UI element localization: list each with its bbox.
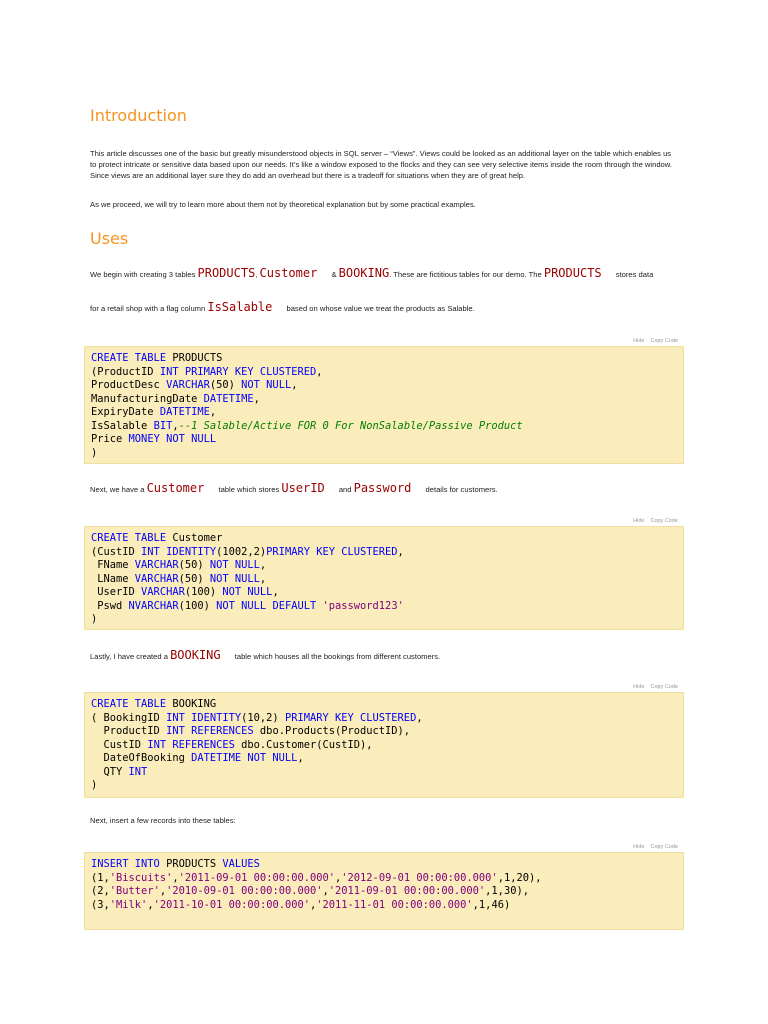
inline-code-booking: BOOKING (170, 648, 221, 662)
hide-link[interactable]: Hide (633, 518, 645, 524)
code-line (91, 546, 404, 558)
uses-heading: Uses (90, 229, 129, 248)
sql-string: 'Biscuits' (109, 871, 173, 884)
sql-text: Customer (166, 532, 223, 544)
sql-keyword: DATETIME (159, 406, 210, 418)
inline-code-booking: BOOKING (338, 266, 390, 280)
sql-text: ProductDesc (91, 379, 167, 391)
inline-code-customer: Customer (146, 481, 205, 495)
code-line (91, 573, 266, 585)
code-line (91, 752, 304, 764)
sql-text: ProductID (91, 725, 167, 737)
code-line (91, 559, 266, 571)
code-block-insert-products (84, 852, 684, 930)
copy-code-link[interactable]: Copy Code (650, 518, 678, 524)
code-line (91, 420, 523, 432)
code-line (91, 352, 222, 364)
sql-text: , (397, 545, 404, 558)
code-toolbar (627, 684, 678, 690)
code-line (91, 393, 260, 405)
inline-code-userid: UserID (281, 481, 325, 495)
sql-text: ) (91, 446, 98, 459)
sql-string: 'Butter' (109, 885, 160, 897)
inline-code-products: PRODUCTS (543, 266, 602, 280)
sql-keyword: PRIMARY KEY CLUSTERED (266, 545, 398, 558)
sql-text: , (147, 898, 154, 911)
sql-text: , (259, 559, 267, 571)
sql-text: (50) (178, 559, 210, 571)
text: stores data (613, 270, 654, 279)
sql-text: , (253, 392, 260, 405)
inline-code-customer: Customer (259, 266, 318, 280)
sql-text: (100) (178, 599, 217, 612)
sql-comment: --1 Salable/Active FOR 0 For NonSalable/Passive Product (178, 419, 523, 432)
inline-code-password: Password (353, 481, 412, 495)
sql-text: , (335, 871, 342, 884)
text: table which stores (216, 485, 282, 494)
sql-keyword: CREATE TABLE (91, 532, 167, 544)
text: based on whose value we treat the products as Salable. (284, 304, 475, 313)
customer-paragraph (90, 483, 690, 495)
sql-text: , (310, 898, 317, 911)
sql-keyword: CREATE TABLE (91, 352, 167, 364)
copy-code-link[interactable]: Copy Code (650, 684, 678, 690)
sql-text: , (416, 711, 423, 724)
sql-text: QTY (91, 765, 129, 778)
sql-keyword: INSERT INTO (91, 858, 160, 870)
sql-keyword: VALUES (222, 858, 260, 870)
sql-text: Pswd (91, 599, 129, 612)
sql-text: ,1,46) (472, 898, 511, 911)
code-line (91, 366, 323, 378)
introduction-heading: Introduction (90, 106, 187, 125)
intro-paragraph-2: As we proceed, we will try to learn more about them not by theoretical explanation but by some practical examples. (90, 200, 476, 209)
sql-text: (100) (184, 586, 223, 598)
sql-keyword: INT PRIMARY KEY CLUSTERED (159, 365, 317, 378)
sql-text: (50) (178, 572, 210, 585)
booking-paragraph (90, 650, 690, 662)
code-line (91, 858, 260, 870)
code-line (91, 532, 222, 544)
inline-code-issalable: IsSalable (207, 300, 273, 314)
code-block-create-customer (84, 526, 684, 630)
sql-text: , (322, 885, 329, 897)
text: details for customers. (423, 485, 498, 494)
text: table which houses all the bookings from different customers. (232, 652, 441, 661)
intro-paragraph: This article discusses one of the basic but greatly misunderstood objects in SQL server – “Views”. Views could be looked as an additional layer on the table which enables us to protect intricate or sensitive data based upon our needs. It’s like a window exposed to the flocks and they can see very selective items inside the room through the window. Since views are an additional layer sure they do add an overhead but there is a tradeoff for situations when they are of great help. (90, 149, 672, 180)
hide-link[interactable]: Hide (633, 844, 645, 850)
code-line (91, 779, 97, 791)
code-line (91, 872, 541, 884)
sql-text: IsSalable (91, 419, 154, 432)
sql-text: ,1,20), (497, 871, 542, 884)
text: Lastly, I have created a (90, 652, 171, 661)
sql-keyword: BIT (153, 419, 173, 432)
text: & (329, 270, 339, 279)
code-line (91, 586, 279, 598)
sql-text: DateOfBooking (91, 752, 192, 764)
code-line (91, 885, 529, 897)
code-line (91, 613, 97, 625)
sql-text: CustID (91, 738, 148, 751)
sql-keyword: NVARCHAR (128, 599, 179, 612)
sql-text: PRODUCTS (159, 858, 223, 870)
sql-keyword: VARCHAR (134, 559, 179, 571)
text: We begin with creating 3 tables (90, 270, 198, 279)
sql-text: , (297, 752, 304, 764)
sql-string: '2010-09-01 00:00:00.000' (166, 885, 323, 897)
sql-text: ) (91, 613, 98, 625)
copy-code-link[interactable]: Copy Code (650, 844, 678, 850)
sql-text: dbo.Customer(CustID), (234, 738, 373, 751)
sql-text: dbo.Products(ProductID), (253, 725, 411, 737)
sql-text: (1, (91, 871, 110, 884)
sql-string: '2011-09-01 00:00:00.000' (178, 871, 336, 884)
sql-keyword: NOT NULL (209, 559, 260, 571)
text: and (336, 485, 354, 494)
sql-text: FName (91, 559, 135, 571)
code-line (91, 725, 410, 737)
code-line (91, 600, 404, 612)
sql-keyword: VARCHAR (141, 586, 185, 598)
code-toolbar (627, 518, 678, 524)
sql-string: '2011-10-01 00:00:00.000' (153, 898, 310, 911)
sql-text: , (172, 871, 179, 884)
sql-keyword: MONEY NOT NULL (128, 433, 217, 445)
text: , (255, 270, 260, 279)
text: . These are fictitious tables for our demo. The (389, 270, 544, 279)
sql-text: ManufacturingDate (91, 392, 204, 405)
code-line (91, 379, 297, 391)
sql-text: (1002,2) (216, 545, 267, 558)
code-block-create-products (84, 346, 684, 464)
sql-keyword: INT REFERENCES (166, 725, 254, 737)
code-line (91, 698, 216, 710)
sql-text: , (159, 885, 167, 897)
sql-text: , (316, 365, 323, 378)
sql-text: (10,2) (241, 711, 285, 724)
sql-text: PRODUCTS (166, 352, 223, 364)
sql-text: (CustID (91, 545, 142, 558)
sql-keyword: PRIMARY KEY CLUSTERED (284, 711, 417, 724)
hide-link[interactable]: Hide (633, 338, 645, 344)
sql-keyword: NOT NULL (209, 572, 260, 585)
sql-keyword: NOT NULL (241, 379, 292, 391)
code-line (91, 739, 373, 751)
uses-paragraph-1 (90, 268, 690, 280)
sql-text: , (209, 406, 217, 418)
copy-code-link[interactable]: Copy Code (650, 338, 678, 344)
sql-text: , (291, 379, 298, 391)
sql-text: (50) (209, 379, 242, 391)
sql-string: '2011-09-01 00:00:00.000' (328, 885, 486, 897)
sql-text: (3, (91, 898, 110, 911)
uses-paragraph-2 (90, 302, 690, 314)
sql-text: ,1,30), (485, 885, 529, 897)
text: for a retail shop with a flag column (90, 304, 208, 313)
sql-text: , (172, 419, 179, 432)
code-toolbar (627, 844, 678, 850)
code-line (91, 447, 97, 459)
insert-paragraph: Next, insert a few records into these tables: (90, 816, 236, 825)
sql-text: LName (91, 572, 135, 585)
text: Next, we have a (90, 485, 147, 494)
sql-text: UserID (91, 586, 142, 598)
sql-text: Price (91, 433, 129, 445)
sql-text: (2, (91, 885, 110, 897)
sql-text: ExpiryDate (91, 406, 160, 418)
sql-text: , (259, 572, 267, 585)
sql-text: , (272, 586, 279, 598)
sql-keyword: INT REFERENCES (147, 738, 235, 751)
sql-string: '2012-09-01 00:00:00.000' (341, 871, 498, 884)
code-line (91, 899, 510, 911)
sql-string: 'password123' (322, 599, 404, 612)
inline-code-products: PRODUCTS (197, 266, 256, 280)
code-line (91, 712, 423, 724)
code-toolbar (627, 338, 678, 344)
sql-keyword: VARCHAR (166, 379, 210, 391)
code-line (91, 433, 216, 445)
sql-text: ) (91, 779, 98, 791)
sql-keyword: INT IDENTITY (141, 545, 217, 558)
hide-link[interactable]: Hide (633, 684, 645, 690)
sql-string: 'Milk' (109, 898, 148, 911)
sql-keyword: DATETIME (203, 392, 254, 405)
sql-keyword: DATETIME NOT NULL (191, 752, 298, 764)
sql-keyword: NOT NULL (222, 586, 273, 598)
code-line (91, 406, 216, 418)
sql-string: '2011-11-01 00:00:00.000' (316, 898, 473, 911)
sql-text: ( BookingID (91, 711, 167, 724)
sql-text: (ProductID (91, 365, 160, 378)
sql-keyword: NOT NULL DEFAULT (216, 599, 317, 612)
sql-text: BOOKING (166, 698, 217, 710)
sql-keyword: VARCHAR (134, 572, 179, 585)
code-line (91, 766, 147, 778)
sql-keyword: INT IDENTITY (166, 711, 242, 724)
sql-keyword: CREATE TABLE (91, 698, 167, 710)
code-block-create-booking (84, 692, 684, 798)
sql-keyword: INT (128, 765, 148, 778)
